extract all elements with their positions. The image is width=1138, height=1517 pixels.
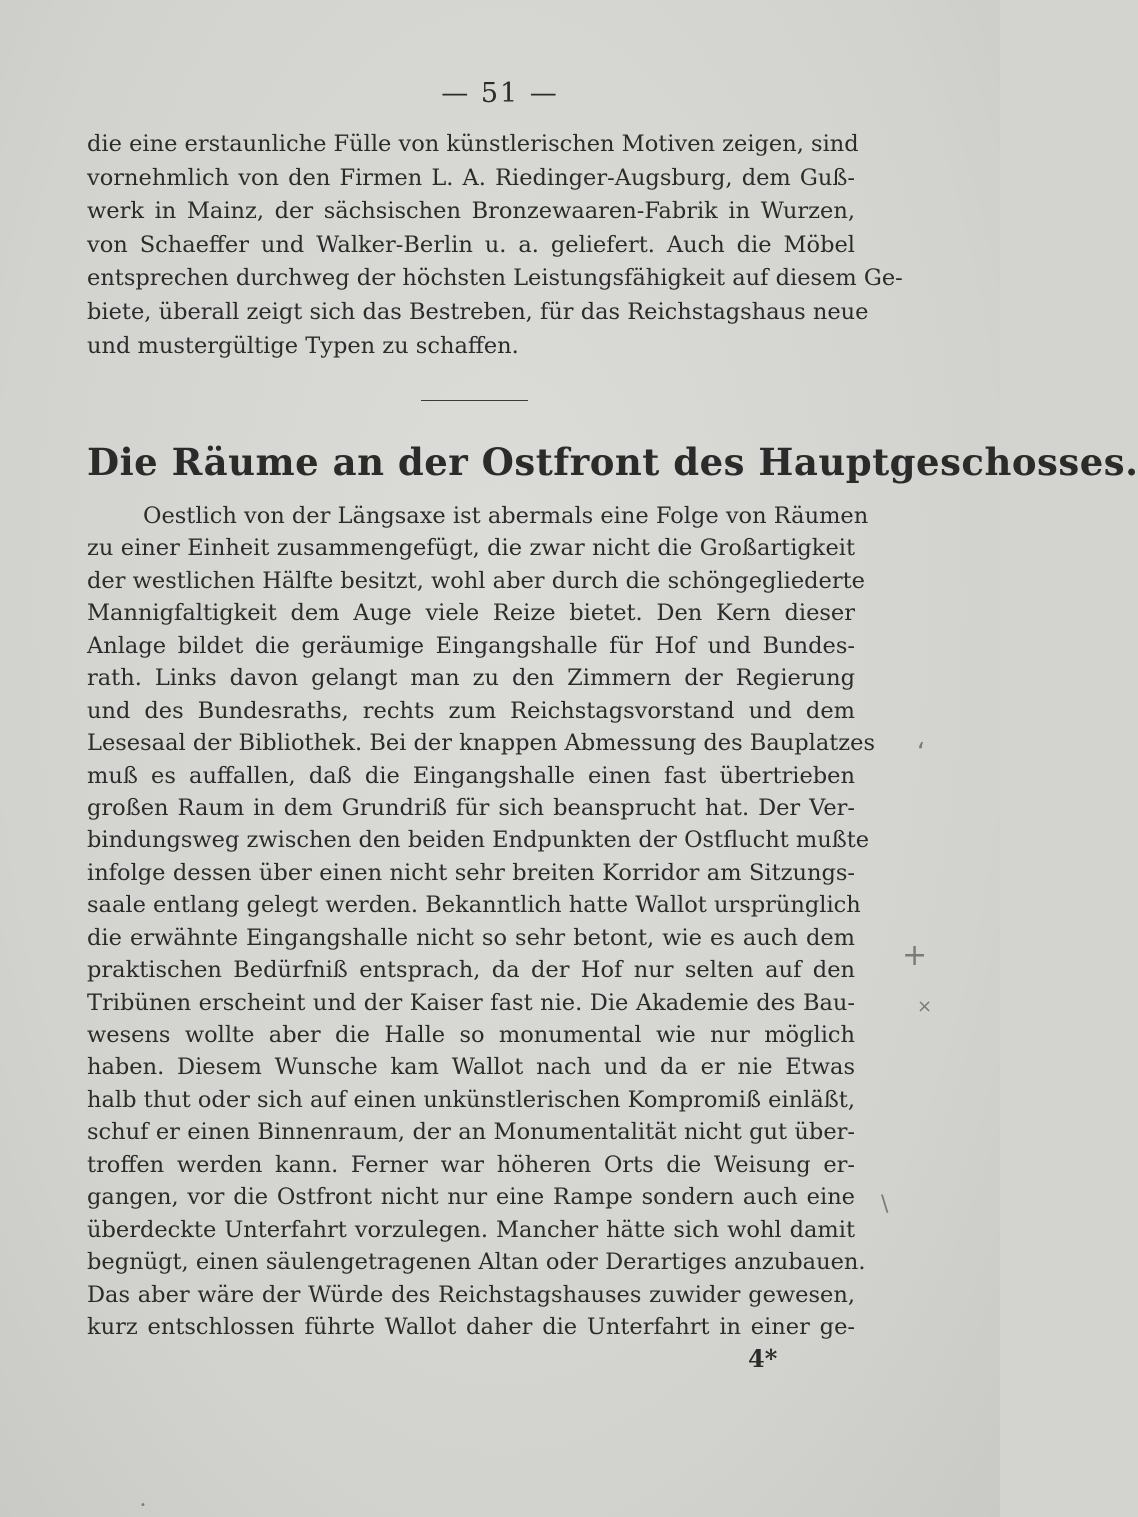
page-number: — 51 — — [441, 78, 559, 109]
text-line: überdeckte Unterfahrt vorzulegen. Mancher hätte sich wohl damit — [87, 1216, 855, 1243]
text-line: vornehmlich von den Firmen L. A. Riedinger-Augsburg, dem Guß- — [87, 164, 855, 191]
margin-pencil-mark: • — [140, 1500, 146, 1511]
text-line: Tribünen erscheint und der Kaiser fast nie. Die Akademie des Bau- — [87, 989, 855, 1016]
section-heading: Die Räume an der Ostfront des Hauptgeschosses. — [87, 440, 1138, 484]
text-line: die erwähnte Eingangshalle nicht so sehr betont, wie es auch dem — [87, 924, 855, 951]
text-line: werk in Mainz, der sächsischen Bronzewaaren-Fabrik in Wurzen, — [87, 198, 855, 225]
text-line: und des Bundesraths, rechts zum Reichstagsvorstand und dem — [87, 697, 855, 724]
signature-mark: 4* — [748, 1344, 778, 1373]
text-line: rath. Links davon gelangt man zu den Zimmern der Regierung — [87, 665, 855, 692]
text-line: Oestlich von der Längsaxe ist abermals eine Folge von Räumen — [143, 503, 869, 529]
margin-pencil-mark: + — [902, 938, 928, 973]
text-line: Lesesaal der Bibliothek. Bei der knappen Abmessung des Bauplatzes — [87, 730, 876, 757]
text-line: bindungsweg zwischen den beiden Endpunkten der Ostflucht mußte — [87, 827, 870, 854]
margin-pencil-mark: \ — [881, 1192, 889, 1217]
text-line: der westlichen Hälfte besitzt, wohl aber durch die schöngegliederte — [87, 567, 865, 594]
text-line: saale entlang gelegt werden. Bekanntlich hatte Wallot ursprünglich — [87, 892, 861, 919]
text-line: troffen werden kann. Ferner war höheren Orts die Weisung er- — [87, 1151, 855, 1178]
text-line: gangen, vor die Ostfront nicht nur eine Rampe sondern auch eine — [87, 1184, 855, 1211]
text-line: zu einer Einheit zusammengefügt, die zwar nicht die Großartigkeit — [87, 535, 855, 562]
text-line: Das aber wäre der Würde des Reichstagshauses zuwider gewesen, — [87, 1281, 855, 1308]
text-line: die eine erstaunliche Fülle von künstlerischen Motiven zeigen, sind — [87, 131, 859, 157]
text-line: großen Raum in dem Grundriß für sich beansprucht hat. Der Ver- — [87, 794, 855, 821]
text-line: von Schaeffer und Walker-Berlin u. a. geliefert. Auch die Möbel — [87, 231, 855, 258]
text-line: begnügt, einen säulengetragenen Altan oder Derartiges anzubauen. — [87, 1249, 866, 1276]
text-line: infolge dessen über einen nicht sehr breiten Korridor am Sitzungs- — [87, 859, 855, 886]
text-line: kurz entschlossen führte Wallot daher die Unterfahrt in einer ge- — [87, 1313, 855, 1340]
text-line: schuf er einen Binnenraum, der an Monumentalität nicht gut über- — [87, 1119, 855, 1146]
text-line: halb thut oder sich auf einen unkünstlerischen Kompromiß einläßt, — [87, 1086, 855, 1113]
text-line: entsprechen durchweg der höchsten Leistungsfähigkeit auf diesem Ge- — [87, 265, 903, 292]
margin-pencil-mark: × — [917, 996, 933, 1017]
paragraph-continuation — [87, 128, 903, 363]
text-line: Mannigfaltigkeit dem Auge viele Reize bietet. Den Kern dieser — [87, 600, 855, 627]
margin-pencil-mark: ‘ — [917, 738, 926, 768]
text-line: wesens wollte aber die Halle so monumental wie nur möglich — [87, 1022, 855, 1048]
text-line: haben. Diesem Wunsche kam Wallot nach und da er nie Etwas — [87, 1054, 855, 1081]
text-line: biete, überall zeigt sich das Bestreben, für das Reichstagshaus neue — [87, 298, 869, 325]
text-line: Anlage bildet die geräumige Eingangshalle für Hof und Bundes- — [87, 632, 855, 659]
text-line: muß es auffallen, daß die Eingangshalle einen fast übertrieben — [87, 762, 855, 789]
section-divider — [421, 400, 528, 401]
text-line: und mustergültige Typen zu schaffen. — [87, 332, 519, 359]
text-line: praktischen Bedürfniß entsprach, da der Hof nur selten auf den — [87, 957, 855, 984]
paragraph-main — [87, 500, 876, 1343]
